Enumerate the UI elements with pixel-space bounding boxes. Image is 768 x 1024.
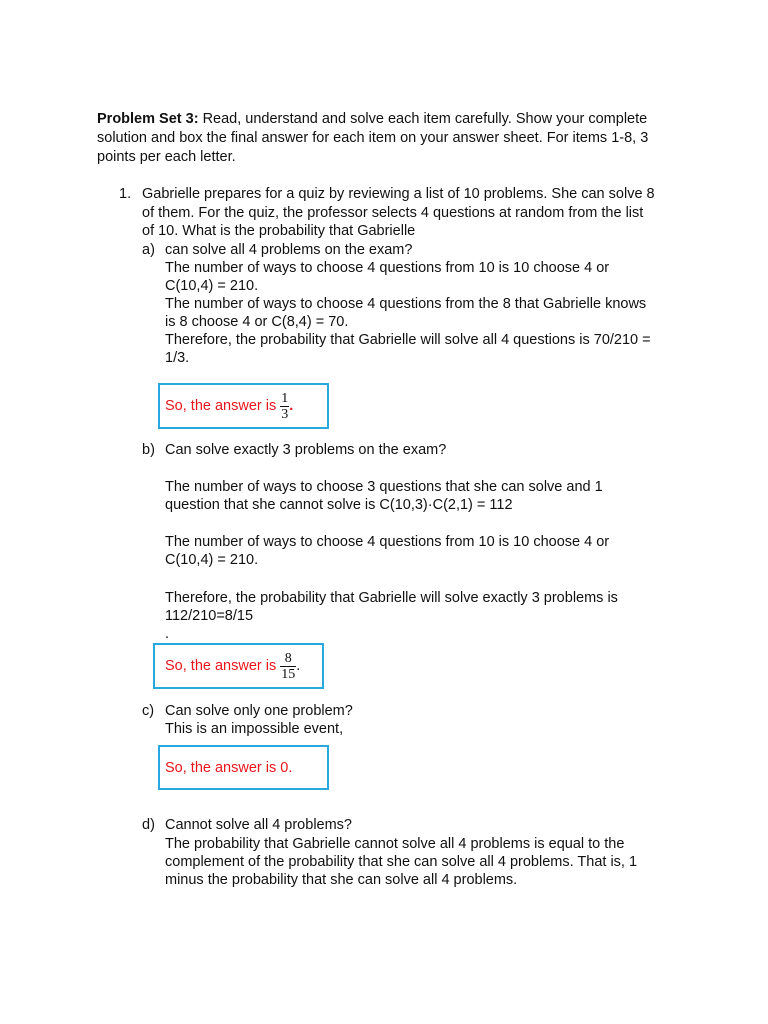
- part-d-line-2: complement of the probability that she can solve all 4 problems. That is, 1: [165, 854, 638, 870]
- part-b-line-1: The number of ways to choose 3 questions that she can solve and 1: [165, 479, 603, 495]
- part-a-line-3: The number of ways to choose 4 questions from the 8 that Gabrielle knows: [165, 296, 647, 312]
- problem-set-title: Problem Set 3:: [97, 111, 199, 127]
- part-b-line-5: Therefore, the probability that Gabrielle will solve exactly 3 problems is: [165, 590, 618, 606]
- part-d-question: Cannot solve all 4 problems?: [165, 817, 352, 833]
- item-number: 1.: [119, 186, 132, 202]
- part-b-question: Can solve exactly 3 problems on the exam?: [165, 442, 447, 458]
- part-b-line-6: 112/210=8/15: [165, 608, 254, 624]
- part-b-line-7: .: [165, 626, 170, 642]
- part-a-line-1: The number of ways to choose 4 questions from 10 is 10 choose 4 or: [165, 260, 610, 276]
- part-c-question: Can solve only one problem?: [165, 703, 353, 719]
- item-question-line-2: of them. For the quiz, the professor selects 4 questions at random from the list: [142, 205, 644, 221]
- answer-a-prefix: So, the answer is: [165, 398, 277, 414]
- part-b-letter: b): [142, 442, 155, 458]
- item-question-line-1: Gabrielle prepares for a quiz by reviewing a list of 10 problems. She can solve 8: [142, 186, 655, 202]
- intro-line-3: points per each letter.: [97, 149, 236, 165]
- problem-set-intro: [97, 110, 647, 128]
- part-a-line-4: is 8 choose 4 or C(8,4) = 70.: [165, 314, 349, 330]
- answer-b-prefix: So, the answer is: [165, 658, 277, 674]
- part-a-line-5: Therefore, the probability that Gabrielle will solve all 4 questions is 70/210 =: [165, 332, 651, 348]
- part-a-letter: a): [142, 242, 155, 258]
- answer-a-denominator: 3: [281, 406, 289, 422]
- part-a-line-6: 1/3.: [165, 350, 190, 366]
- item-question-line-3: of 10. What is the probability that Gabrielle: [142, 223, 416, 239]
- part-d-line-3: minus the probability that she can solve all 4 problems.: [165, 872, 518, 888]
- intro-line-1: Read, understand and solve each item carefully. Show your complete: [202, 111, 648, 127]
- answer-a-fraction: [280, 391, 289, 422]
- part-a-line-2: C(10,4) = 210.: [165, 278, 259, 294]
- part-d-line-1: The probability that Gabrielle cannot solve all 4 problems is equal to the: [165, 836, 625, 852]
- answer-b: [165, 645, 300, 687]
- answer-a-numerator: 1: [281, 390, 289, 406]
- answer-c: So, the answer is 0.: [165, 760, 293, 776]
- answer-b-numerator: 8: [284, 650, 292, 666]
- part-c-line-1: This is an impossible event,: [165, 721, 344, 737]
- answer-a: [165, 385, 293, 427]
- answer-b-fraction: [280, 651, 296, 682]
- part-c-letter: c): [142, 703, 155, 719]
- answer-a-suffix: .: [289, 398, 294, 414]
- part-d-letter: d): [142, 817, 155, 833]
- part-b-line-2: question that she cannot solve is C(10,3)·C(2,1) = 112: [165, 497, 513, 513]
- part-b-line-3: The number of ways to choose 4 questions from 10 is 10 choose 4 or: [165, 534, 610, 550]
- answer-b-denominator: 15: [281, 666, 296, 682]
- intro-line-2: solution and box the final answer for each item on your answer sheet. For items 1-8, 3: [97, 130, 649, 146]
- answer-b-suffix: .: [296, 658, 301, 674]
- part-b-line-4: C(10,4) = 210.: [165, 552, 259, 568]
- part-a-question: can solve all 4 problems on the exam?: [165, 242, 413, 258]
